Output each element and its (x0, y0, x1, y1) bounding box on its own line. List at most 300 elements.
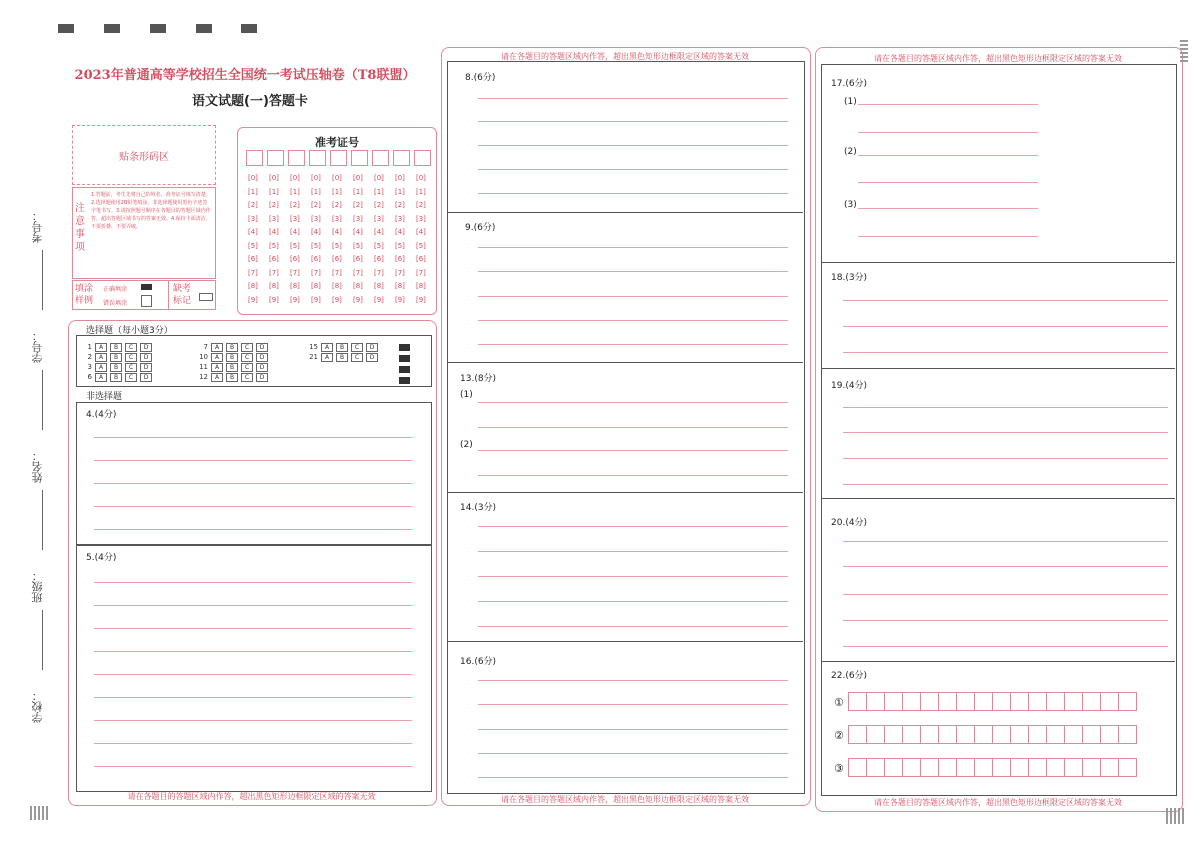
choice-option-bubble[interactable]: A (95, 343, 107, 352)
exam-id-digit-bubble[interactable]: [2] (311, 201, 321, 209)
exam-id-digit-bubble[interactable]: [2] (353, 201, 363, 209)
answer-line (94, 697, 412, 698)
writing-grid-cell (884, 758, 903, 777)
choice-option-bubble[interactable]: A (95, 373, 107, 382)
notes-box (72, 187, 216, 279)
section-divider (447, 641, 803, 642)
exam-id-digit-bubble[interactable]: [4] (374, 228, 384, 236)
choice-option-bubble[interactable]: A (211, 353, 223, 362)
exam-id-digit-bubble[interactable]: [8] (416, 282, 426, 290)
exam-id-digit-bubble[interactable]: [7] (416, 268, 426, 277)
answer-line (478, 145, 788, 146)
writing-grid-cell (1100, 758, 1119, 777)
exam-id-digit-bubble[interactable]: [3] (248, 214, 258, 223)
exam-id-digit-bubble[interactable]: [7] (395, 268, 405, 277)
q13-part2-label: (2) (460, 440, 473, 450)
exam-id-digit-bubble[interactable]: [7] (332, 268, 342, 277)
q22-row1-label: ① (834, 696, 844, 709)
exam-id-digit-bubble[interactable]: [9] (311, 295, 321, 304)
writing-grid-cell (920, 758, 939, 777)
writing-grid-cell (920, 725, 939, 744)
exam-id-digit-bubble[interactable]: [0] (311, 174, 321, 182)
fill-line (42, 490, 43, 550)
answer-line (94, 720, 412, 721)
exam-id-digit-bubble[interactable]: [1] (269, 187, 279, 196)
exam-id-digit-bubble[interactable]: [9] (248, 295, 258, 304)
right-answer-box (821, 64, 1177, 796)
exam-id-digit-bubble[interactable]: [3] (290, 214, 300, 223)
exam-id-digit-bubble[interactable]: [6] (395, 255, 405, 263)
section-divider (447, 362, 803, 363)
exam-id-digit-bubble[interactable]: [8] (353, 282, 363, 290)
choice-option-bubble[interactable]: B (336, 343, 348, 352)
exam-id-digit-bubble[interactable]: [7] (353, 268, 363, 277)
answer-line (478, 729, 788, 730)
q16-label: 16.(6分) (460, 657, 497, 667)
exam-id-title: 准考证号 (315, 136, 359, 149)
registration-mark (104, 24, 120, 33)
writing-grid-cell (938, 758, 957, 777)
exam-id-digit-bubble[interactable]: [8] (332, 282, 342, 290)
writing-grid-cell (902, 692, 921, 711)
exam-id-digit-bubble[interactable]: [9] (395, 295, 405, 304)
section-divider (447, 492, 803, 493)
writing-grid-cell (974, 692, 993, 711)
choice-question-row (80, 363, 152, 372)
writing-grid-cell (884, 725, 903, 744)
exam-id-digit-bubble[interactable]: [4] (290, 228, 300, 236)
choice-option-bubble[interactable]: B (226, 373, 238, 382)
exam-id-digit-bubble[interactable]: [1] (374, 187, 384, 196)
notes-text: 1.答题前，考生先将自己的姓名、准考证号填写清楚。2.选择题使用2B铅笔填涂，非选择题使用黑色字迹签字笔书写。3.请按照题号顺序在各题目的答题区域内作答，超出答题区域书写的答案无效。4.保持卡面清洁，不要折叠、不要弄破。 (91, 192, 211, 230)
absent-mark-box (168, 280, 216, 310)
choice-option-bubble[interactable]: B (110, 373, 122, 382)
answer-line (478, 320, 788, 321)
exam-id-digit-bubble[interactable]: [5] (353, 241, 363, 250)
exam-id-digit-bubble[interactable]: [8] (248, 282, 258, 290)
answer-line (478, 551, 788, 552)
fill-example-label: 填涂样例 (75, 284, 94, 306)
q8-label: 8.(6分) (465, 73, 496, 83)
exam-id-digit-bubble[interactable]: [6] (269, 255, 279, 263)
writing-grid-cell (848, 725, 867, 744)
exam-id-digit-bubble[interactable]: [5] (269, 241, 279, 250)
label-class: 班级： (31, 570, 44, 603)
corner-mark (1180, 40, 1188, 64)
exam-id-digit-bubble[interactable]: [2] (395, 201, 405, 209)
correct-fill-label: 正确填涂 (103, 286, 128, 293)
timing-mark (399, 344, 410, 351)
section-divider (447, 212, 803, 213)
q20-label: 20.(4分) (831, 518, 868, 528)
writing-grid-cell (1082, 758, 1101, 777)
choice-option-bubble[interactable]: B (110, 353, 122, 362)
writing-grid-cell (1082, 725, 1101, 744)
exam-id-digit-bubble[interactable]: [1] (353, 187, 363, 196)
writing-grid-cell (1010, 725, 1029, 744)
writing-grid-row[interactable] (848, 692, 1136, 711)
answer-line (478, 680, 788, 681)
exam-id-digit-bubble[interactable]: [5] (311, 241, 321, 250)
answer-line (478, 402, 788, 403)
q17-label: 17.(6分) (831, 79, 868, 89)
exam-id-digit-bubble[interactable]: [6] (248, 255, 258, 263)
writing-grid-cell (1028, 692, 1047, 711)
q14-label: 14.(3分) (460, 503, 497, 513)
writing-grid-cell (1118, 692, 1137, 711)
registration-mark (241, 24, 257, 33)
exam-id-digit-bubble[interactable]: [1] (311, 187, 321, 196)
exam-id-digit-bubble[interactable]: [3] (374, 214, 384, 223)
choice-question-number: 2 (87, 353, 92, 361)
choice-question-row (196, 343, 268, 352)
exam-id-digit-bubble[interactable]: [0] (269, 174, 279, 182)
answer-line (858, 132, 1038, 133)
answer-line (843, 594, 1168, 595)
timing-mark (399, 355, 410, 362)
answer-line (478, 121, 788, 122)
choice-option-bubble[interactable]: C (125, 363, 137, 372)
writing-grid-cell (956, 758, 975, 777)
wrong-fill-mark (141, 295, 152, 307)
exam-id-digit-bubble[interactable]: [3] (332, 214, 342, 223)
choice-option-bubble[interactable]: A (95, 353, 107, 362)
answer-line (94, 483, 412, 484)
writing-grid-cell (1064, 758, 1083, 777)
answer-line (843, 620, 1168, 621)
answer-line (94, 628, 412, 629)
writing-grid-cell (956, 725, 975, 744)
correct-fill-mark (141, 284, 152, 290)
absent-mark-box-cell[interactable] (199, 293, 213, 301)
q9-label: 9.(6分) (465, 223, 496, 233)
exam-id-digit-bubble[interactable]: [1] (332, 187, 342, 196)
answer-line (478, 271, 788, 272)
exam-id-digit-bubble[interactable]: [7] (269, 268, 279, 277)
writing-grid-cell (1082, 692, 1101, 711)
answer-line (843, 407, 1168, 408)
exam-id-digit-bubble[interactable]: [8] (374, 282, 384, 290)
writing-grid-cell (1118, 758, 1137, 777)
choice-question-row (306, 353, 378, 362)
answer-line (94, 674, 412, 675)
exam-id-digit-bubble[interactable]: [2] (416, 201, 426, 209)
top-notice-middle: 请在各题目的答题区域内作答，超出黑色矩形边框限定区域的答案无效 (501, 52, 749, 61)
exam-id-digit-bubble[interactable]: [6] (290, 255, 300, 263)
choice-option-bubble[interactable]: D (256, 343, 268, 352)
q13-part1-label: (1) (460, 390, 473, 400)
answer-line (478, 475, 788, 476)
exam-id-digit-bubble[interactable]: [3] (311, 214, 321, 223)
q13-label: 13.(8分) (460, 374, 497, 384)
answer-line (478, 193, 788, 194)
page-subtitle: 语文试题(一)答题卡 (192, 94, 308, 109)
writing-grid-cell (1118, 725, 1137, 744)
choice-option-bubble[interactable]: C (241, 373, 253, 382)
exam-id-digit-bubble[interactable]: [7] (311, 268, 321, 277)
writing-grid-cell (992, 692, 1011, 711)
exam-id-digit-bubble[interactable]: [3] (269, 214, 279, 223)
exam-id-digit-bubble[interactable]: [9] (332, 295, 342, 304)
writing-grid-cell (938, 725, 957, 744)
choice-option-bubble[interactable]: A (211, 363, 223, 372)
exam-id-digit-bubble[interactable]: [3] (395, 214, 405, 223)
q22-row2-label: ② (834, 729, 844, 742)
exam-id-digit-bubble[interactable]: [2] (374, 201, 384, 209)
writing-grid-cell (1010, 692, 1029, 711)
choice-question-number: 7 (203, 343, 208, 351)
choice-question-number: 11 (199, 363, 208, 371)
writing-grid-cell (992, 725, 1011, 744)
writing-grid-cell (956, 692, 975, 711)
choice-option-bubble[interactable]: D (256, 373, 268, 382)
q17-part1-label: (1) (844, 97, 857, 107)
choice-option-bubble[interactable]: B (226, 353, 238, 362)
choice-option-bubble[interactable]: D (140, 373, 152, 382)
q19-label: 19.(4分) (831, 381, 868, 391)
answer-line (94, 651, 412, 652)
answer-line (478, 344, 788, 345)
exam-id-digit-bubble[interactable]: [4] (311, 228, 321, 236)
label-student-number: 学号： (31, 330, 44, 363)
answer-line (843, 432, 1168, 433)
choice-option-bubble[interactable]: B (226, 343, 238, 352)
exam-id-digit-bubble[interactable]: [1] (395, 187, 405, 196)
writing-grid-row[interactable] (848, 758, 1136, 777)
exam-id-digit-bubble[interactable]: [1] (290, 187, 300, 196)
answer-line (843, 352, 1168, 353)
q4-box (76, 402, 432, 546)
exam-id-digit-bubble[interactable]: [6] (311, 255, 321, 263)
answer-line (94, 529, 412, 530)
choice-option-bubble[interactable]: B (110, 343, 122, 352)
choice-option-bubble[interactable]: C (351, 353, 363, 362)
choice-option-bubble[interactable]: C (241, 363, 253, 372)
choice-question-number: 21 (309, 353, 318, 361)
exam-id-digit-bubble[interactable]: [3] (353, 214, 363, 223)
bottom-notice-left: 请在各题目的答题区域内作答，超出黑色矩形边框限定区域的答案无效 (127, 792, 376, 801)
exam-id-digit-bubble[interactable]: [2] (332, 201, 342, 209)
choice-option-bubble[interactable]: C (351, 343, 363, 352)
q4-label: 4.(4分) (86, 410, 117, 420)
choice-option-bubble[interactable]: A (95, 363, 107, 372)
writing-grid-cell (1010, 758, 1029, 777)
barcode-label: 贴条形码区 (119, 152, 169, 163)
wrong-fill-label: 错误填涂 (103, 300, 128, 307)
label-school: 学校： (31, 690, 44, 723)
writing-grid-cell (902, 758, 921, 777)
choice-question-number: 15 (309, 343, 318, 351)
exam-id-digit-bubble[interactable]: [0] (416, 174, 426, 182)
answer-line (94, 582, 412, 583)
answer-line (478, 753, 788, 754)
choice-option-bubble[interactable]: D (140, 353, 152, 362)
registration-mark (196, 24, 212, 33)
writing-grid-cell (1064, 692, 1083, 711)
exam-id-digit-bubble[interactable]: [6] (353, 255, 363, 263)
writing-grid-cell (1046, 692, 1065, 711)
choice-question-row (80, 373, 152, 382)
exam-id-digit-bubble[interactable]: [5] (290, 241, 300, 250)
answer-line (858, 104, 1038, 105)
exam-id-digit-bubble[interactable]: [0] (395, 174, 405, 182)
exam-id-digit-bubble[interactable]: [4] (416, 228, 426, 236)
writing-grid-cell (902, 725, 921, 744)
registration-mark (150, 24, 166, 33)
exam-id-digit-bubble[interactable]: [9] (374, 295, 384, 304)
exam-id-digit-bubble[interactable]: [7] (248, 268, 258, 277)
fill-line (42, 370, 43, 430)
exam-id-digit-bubble[interactable]: [8] (311, 282, 321, 290)
choice-option-bubble[interactable]: B (110, 363, 122, 372)
choice-question-number: 1 (87, 343, 92, 351)
exam-id-digit-bubble[interactable]: [9] (269, 295, 279, 304)
choice-option-bubble[interactable]: D (256, 353, 268, 362)
choice-option-bubble[interactable]: B (336, 353, 348, 362)
choice-option-bubble[interactable]: C (125, 373, 137, 382)
exam-id-digit-bubble[interactable]: [2] (269, 201, 279, 209)
exam-id-digit-bubble[interactable]: [5] (374, 241, 384, 250)
fill-line (42, 610, 43, 670)
choice-option-bubble[interactable]: A (321, 353, 333, 362)
exam-id-digit-bubble[interactable]: [4] (332, 228, 342, 236)
bottom-notice-middle: 请在各题目的答题区域内作答，超出黑色矩形边框限定区域的答案无效 (501, 795, 749, 804)
exam-id-digit-bubble[interactable]: [4] (395, 228, 405, 236)
exam-id-digit-bubble[interactable]: [0] (353, 174, 363, 182)
choice-option-bubble[interactable]: A (211, 373, 223, 382)
choice-option-bubble[interactable]: C (241, 343, 253, 352)
exam-id-digit-bubble[interactable]: [9] (353, 295, 363, 304)
choice-option-bubble[interactable]: D (366, 353, 378, 362)
answer-line (858, 236, 1038, 237)
choice-option-bubble[interactable]: D (366, 343, 378, 352)
writing-grid-cell (920, 692, 939, 711)
absent-mark-label: 缺考标记 (173, 284, 192, 306)
choice-question-number: 3 (87, 363, 92, 371)
fill-line (42, 250, 43, 310)
answer-line (478, 450, 788, 451)
exam-id-digit-bubble[interactable]: [5] (395, 241, 405, 250)
writing-grid-cell (1046, 758, 1065, 777)
answer-line (478, 704, 788, 705)
answer-line (843, 458, 1168, 459)
answer-line (858, 155, 1038, 156)
exam-id-digit-bubble[interactable]: [0] (332, 174, 342, 182)
choice-option-bubble[interactable]: A (211, 343, 223, 352)
writing-grid-cell (866, 692, 885, 711)
answer-line (843, 566, 1168, 567)
answer-line (843, 326, 1168, 327)
exam-id-digit-bubble[interactable]: [6] (374, 255, 384, 263)
choice-option-bubble[interactable]: A (321, 343, 333, 352)
exam-id-digit-bubble[interactable]: [8] (395, 282, 405, 290)
writing-grid-cell (974, 758, 993, 777)
answer-line (478, 169, 788, 170)
answer-line (858, 208, 1038, 209)
choice-option-bubble[interactable]: D (256, 363, 268, 372)
choice-question-number: 10 (199, 353, 208, 361)
answer-line (478, 576, 788, 577)
corner-mark (1166, 808, 1186, 824)
choice-question-number: 12 (199, 373, 208, 381)
answer-line (94, 605, 412, 606)
exam-id-digit-bubble[interactable]: [6] (416, 255, 426, 263)
choice-option-bubble[interactable]: D (140, 343, 152, 352)
exam-id-digit-bubble[interactable]: [9] (290, 295, 300, 304)
exam-id-digit-bubble[interactable]: [0] (374, 174, 384, 182)
writing-grid-cell (866, 725, 885, 744)
exam-id-digit-bubble[interactable]: [4] (353, 228, 363, 236)
corner-mark (30, 806, 50, 820)
writing-grid-cell (884, 692, 903, 711)
answer-line (843, 646, 1168, 647)
q22-row3-label: ③ (834, 762, 844, 775)
section-divider (821, 368, 1175, 369)
choice-option-bubble[interactable]: C (125, 353, 137, 362)
writing-grid-row[interactable] (848, 725, 1136, 744)
choice-question-row (80, 343, 152, 352)
writing-grid-cell (1064, 725, 1083, 744)
exam-id-digit-bubble[interactable]: [3] (416, 214, 426, 223)
writing-grid-cell (1100, 725, 1119, 744)
exam-id-digit-bubble[interactable]: [7] (290, 268, 300, 277)
notes-title: 注意事项 (75, 203, 85, 253)
choice-option-bubble[interactable]: C (125, 343, 137, 352)
exam-id-digit-bubble[interactable]: [9] (416, 295, 426, 304)
exam-id-digit-bubble[interactable]: [5] (248, 241, 258, 250)
q18-label: 18.(3分) (831, 273, 868, 283)
answer-line (94, 460, 412, 461)
exam-id-digit-bubble[interactable]: [5] (416, 241, 426, 250)
answer-line (843, 300, 1168, 301)
exam-id-digit-bubble[interactable]: [4] (269, 228, 279, 236)
writing-grid-cell (1100, 692, 1119, 711)
exam-id-digit-bubble[interactable]: [6] (332, 255, 342, 263)
exam-id-digit-bubble[interactable]: [8] (290, 282, 300, 290)
exam-id-digit-bubble[interactable]: [4] (248, 228, 258, 236)
writing-grid-cell (974, 725, 993, 744)
exam-id-digit-bubble[interactable]: [5] (332, 241, 342, 250)
exam-id-digit-bubble[interactable]: [0] (290, 174, 300, 182)
exam-id-digit-bubble[interactable]: [7] (374, 268, 384, 277)
answer-line (478, 427, 788, 428)
exam-id-digit-bubble[interactable]: [1] (248, 187, 258, 196)
choice-option-bubble[interactable]: C (241, 353, 253, 362)
writing-grid-cell (938, 692, 957, 711)
answer-line (94, 506, 412, 507)
answer-line (94, 743, 412, 744)
label-exam-number: 考号： (31, 210, 44, 243)
bottom-notice-right: 请在各题目的答题区域内作答，超出黑色矩形边框限定区域的答案无效 (874, 798, 1122, 807)
exam-id-input-boxes[interactable] (246, 150, 435, 166)
q17-part2-label: (2) (844, 147, 857, 157)
choice-option-bubble[interactable]: B (226, 363, 238, 372)
choice-question-row (196, 363, 268, 372)
exam-id-digit-bubble[interactable]: [2] (290, 201, 300, 209)
q5-label: 5.(4分) (86, 553, 117, 563)
q17-part3-label: (3) (844, 200, 857, 210)
choice-question-row (306, 343, 378, 352)
exam-id-digit-bubble[interactable]: [1] (416, 187, 426, 196)
exam-id-digit-bubble[interactable]: [2] (248, 201, 258, 209)
writing-grid-cell (1028, 725, 1047, 744)
registration-mark (58, 24, 74, 33)
exam-id-digit-bubble[interactable]: [8] (269, 282, 279, 290)
writing-grid-cell (1028, 758, 1047, 777)
choice-option-bubble[interactable]: D (140, 363, 152, 372)
exam-id-digit-bubble[interactable]: [0] (248, 174, 258, 182)
top-notice-right: 请在各题目的答题区域内作答，超出黑色矩形边框限定区域的答案无效 (874, 54, 1122, 63)
